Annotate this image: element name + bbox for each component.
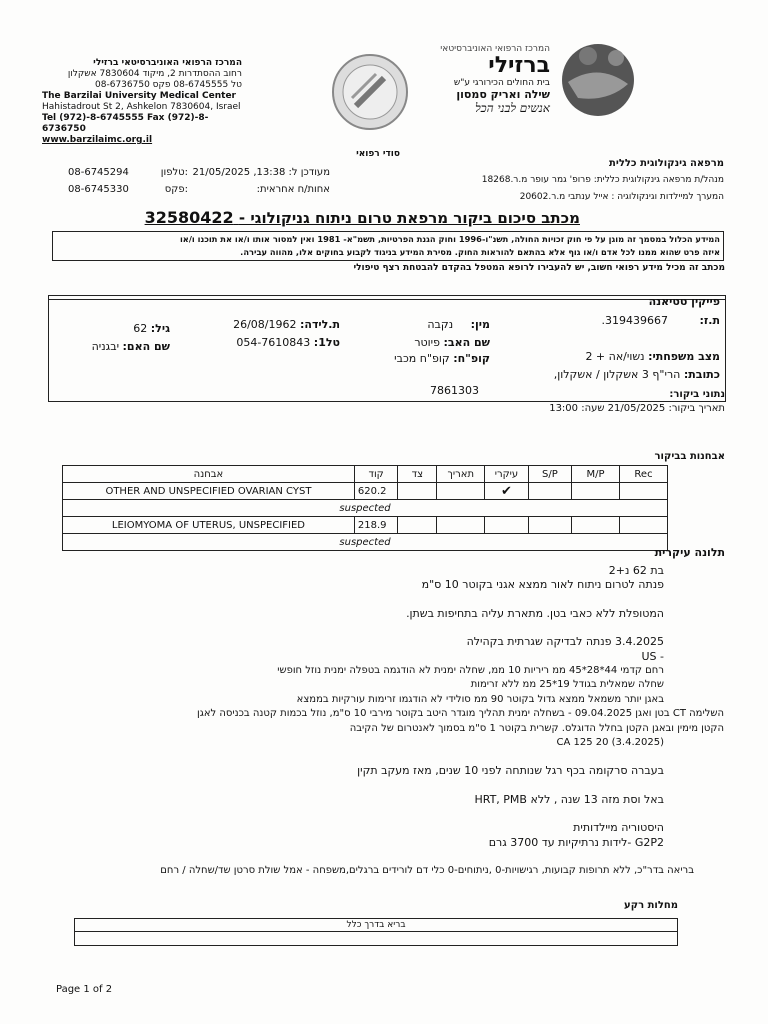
col-date: תאריך — [437, 466, 485, 483]
patient-id: 319439667. — [601, 314, 668, 327]
patient-id-label: ת.ז: — [699, 314, 720, 327]
logo-slogan: אנשים לבני הכל — [475, 101, 550, 115]
complaint-label: תלונה עיקרית — [654, 546, 725, 559]
hospital-address-block — [42, 58, 242, 146]
complaint-line — [60, 779, 664, 793]
legal-line-1: המידע הכלול במסמך זה מוגן על פי חוק זכויות החולה, תשנ"ו-1996 וחוק הגנת הפרטיות, תשמ"א- 1981 ואין למסור אותו ו/או את תוכנו ו/או — [179, 234, 720, 244]
patient-dob-label: ת.לידה: — [299, 318, 340, 331]
col-side: צד — [398, 466, 437, 483]
complaint-line: באל וסת מזה 13 שנה , ללא HRT, PMB — [474, 792, 664, 806]
complaint-line: בת 62 נ+2 — [608, 564, 664, 577]
patient-age-label: גיל: — [150, 322, 170, 335]
patient-father-field — [370, 336, 490, 349]
complaint-line — [60, 593, 664, 607]
complaint-line: - US — [641, 649, 664, 663]
patient-phone-label: טל1: — [313, 336, 340, 349]
patient-name: פייקין טטיאנה — [648, 295, 720, 308]
patient-phone: 054-7610843 — [236, 336, 311, 349]
diagnoses-table — [62, 465, 668, 551]
complaint-line: שחלה שמאלית בגודל 19*25 ממ ללא זרימות — [470, 679, 664, 691]
patient-dob: 26/08/1962 — [233, 318, 297, 331]
logo-sub2: שילה ואריק סמסון — [456, 88, 550, 101]
logo-name: ברזילי — [488, 53, 550, 78]
patient-sex-label: מין: — [470, 318, 490, 331]
updated-time: מעודכן ל: 13:38, 21/05/2025 — [192, 167, 330, 178]
patient-mother-field — [60, 340, 170, 353]
quality-seal-icon — [330, 52, 410, 132]
clinic-name: מרפאה גינקולוגית כללית — [609, 158, 724, 169]
complaint-line — [60, 750, 664, 764]
table-row-note — [63, 500, 668, 517]
patient-marital-field — [520, 350, 720, 363]
diagnoses-header-row — [63, 466, 668, 483]
legal-line-2: איזה פרט שהוא ממנו לכל אדם ו/או גוף אלא בהתאם להוראות החוק. מסירת המידע בניגוד לקבוע בחוקים אלו, מהווה עבירה. — [240, 247, 720, 257]
diagnosis-name: OTHER AND UNSPECIFIED OVARIAN CYST — [63, 483, 355, 500]
patient-hmo-field — [370, 352, 490, 365]
col-mp: M/P — [572, 466, 620, 483]
patient-sex-field — [380, 318, 490, 331]
background-value: בריא בדרך כלל — [75, 919, 677, 932]
clinic-fax: 08-6745330 — [68, 184, 129, 195]
col-rec: Rec — [620, 466, 668, 483]
table-row — [63, 483, 668, 500]
patient-id-field — [540, 314, 720, 327]
logo-sub: בית החולים הכירורגי ע"ש — [453, 78, 550, 88]
visit-date: תאריך ביקור: 21/05/2025 שעה: 13:00 — [549, 403, 725, 414]
patient-address-field — [470, 368, 720, 381]
diagnosis-code: 218.9 — [354, 517, 397, 534]
complaint-line: בעברה סרקומה בכף רגל שנותחה לפני 10 שנים, מאז מעקב תקין — [357, 764, 664, 778]
background-box — [74, 918, 678, 946]
table-row — [63, 517, 668, 534]
hospital-street-he: רחוב ההסתדרות 2, מיקוד 7830604 אשקלון — [67, 69, 242, 79]
complaint-line: 3.4.2025 פנתה לבדיקה שגרתית בקהילה — [466, 635, 664, 649]
clinic-phone-label: טלפון: — [160, 167, 188, 178]
complaint-line — [60, 807, 664, 821]
hospital-logo-text — [420, 44, 550, 116]
col-diagnosis: אבחנה — [63, 466, 355, 483]
legal-notice-box — [52, 231, 724, 261]
title-number: 32580422 — [144, 208, 234, 227]
visit-label: נתוני ביקור: — [669, 389, 725, 400]
patient-marital: נשוי/אה + 2 — [585, 350, 645, 363]
clinic-manager: מנהל/ת מרפאה גינקולוגית כללית: פרופ' גמר עופר מ.ר.18268 — [481, 175, 724, 185]
complaint-line: רחם קדמי 44*28*45 ממ ריריות 10 ממ, שחלה ימנית לא הודגמה בטפלה ימנית נוזל חופשי — [277, 665, 664, 677]
col-primary: עיקרי — [485, 466, 528, 483]
patient-phone-field — [200, 336, 340, 349]
hospital-logo-icon — [558, 32, 638, 122]
diagnoses-label: אבחנות בביקור — [654, 451, 725, 462]
logo-caption: המרכז הרפואי האוניברסיטאי — [440, 44, 550, 54]
clinic-fax-label: פקס: — [164, 184, 188, 195]
contact-info — [68, 164, 188, 198]
legal-line-3: מכתב זה מכיל מידע רפואי חשוב, יש להעבירו לרופא המטפל בהקדם להבטחת רצף טיפולי — [353, 263, 725, 273]
patient-address-label: כתובת: — [683, 368, 720, 381]
patient-hmo-label: קופ"ח: — [453, 352, 490, 365]
hospital-phone-en: Tel (972)-8-6745555 Fax (972)-8-6736750 — [42, 113, 209, 134]
clinic-info — [360, 155, 724, 206]
complaint-line: פנתה לטרום ניתוח לאור ממצא אגני בקוטר 10 ס"מ — [421, 578, 664, 592]
nurse-label: אחות/ח אחראית: — [256, 184, 330, 195]
patient-mother: יבגניה — [91, 340, 120, 353]
diagnosis-code: 620.2 — [354, 483, 397, 500]
complaint-line: בריאה בדר"כ, ללא תרופות קבועות, רגישויות-0 ,ניתוחים-0 כלי דם לורידים ברגלים,משפחה - אמל שולת סרטן שד/שחלה / רחם — [160, 865, 694, 877]
patient-age: 62 — [133, 322, 148, 335]
title-text: מכתב סיכום ביקור מרפאת טרום ניתוח גניקולוגי - — [238, 209, 580, 227]
diagnosis-name: LEIOMYOMA OF UTERUS, UNSPECIFIED — [63, 517, 355, 534]
page-number: Page 1 of 2 — [56, 984, 113, 995]
classification-label: סודי רפואי — [356, 149, 400, 159]
patient-father-label: שם האב: — [443, 336, 490, 349]
complaint-text — [60, 564, 724, 879]
patient-mother-label: שם האם: — [122, 340, 170, 353]
hospital-name-en: The Barzilai University Medical Center — [42, 91, 236, 101]
diagnosis-note: suspected — [63, 534, 668, 551]
col-sp: S/P — [528, 466, 571, 483]
patient-father: פיוטר — [414, 336, 440, 349]
patient-age-field — [110, 322, 170, 335]
clinic-phone: 08-6745294 — [68, 167, 129, 178]
primary-check-icon: ✔ — [485, 483, 528, 500]
update-info — [190, 164, 330, 198]
patient-marital-label: מצב משפחתי: — [648, 350, 720, 363]
hospital-website: www.barzilaimc.org.il — [42, 135, 153, 145]
col-code: קוד — [354, 466, 397, 483]
complaint-line: G2P2 -לידות נרתיקיות עד 3700 גרם — [488, 835, 664, 849]
complaint-line — [60, 621, 664, 635]
background-label: מחלות רקע — [624, 900, 678, 911]
complaint-line: המטופלת ללא כאבי בטן. מתארת עליה בתחיפות בשתן. — [406, 606, 664, 620]
hospital-name-he: המרכז הרפואי האוניברסיטאי ברזילי — [93, 58, 242, 68]
patient-zip: 7861303 — [430, 384, 479, 397]
patient-address: הרי"ף 3 אשקלון / אשקלון, — [553, 368, 681, 381]
complaint-line: היסטוריה מיילדותית — [573, 821, 664, 835]
complaint-line — [60, 850, 664, 864]
patient-sex: נקבה — [427, 318, 454, 331]
hospital-phone-he: טל 08-6745555 פקס 08-6736750 — [95, 80, 242, 90]
document-title — [130, 208, 580, 227]
complaint-line: השלימה CT בטן ואגן 09.04.2025 - בשחלה ימנית תהליך מוגדר היטב בקוטר מירבי 10 ס"מ, נוזל בכמות קטנה בכניסה לאגן — [196, 708, 724, 720]
hospital-street-en: Hahistadrout St 2, Ashkelon 7830604, Israel — [42, 102, 241, 112]
patient-hmo: קופ"ח מכבי — [394, 352, 450, 365]
diagnosis-note: suspected — [63, 500, 668, 517]
complaint-line: CA 125 20 (3.4.2025) — [556, 737, 664, 749]
complaint-line: הקטן מימין ובאגן הקטן בחלל הדוגלס. קשרית בקוטר 1 ס"מ בסמוך לאנטרום של הקיבה — [349, 722, 724, 734]
clinic-department: המערך למיילדות וגינקולוגיה : אייל ענתבי מ.ר.20602 — [519, 192, 724, 202]
complaint-line: באגן יותר משמאל ממצא גדול בקוטר 90 ממ סולידי לא הודגמו זרימות עורקיות בממצא — [296, 693, 664, 705]
patient-dob-field — [200, 318, 340, 331]
